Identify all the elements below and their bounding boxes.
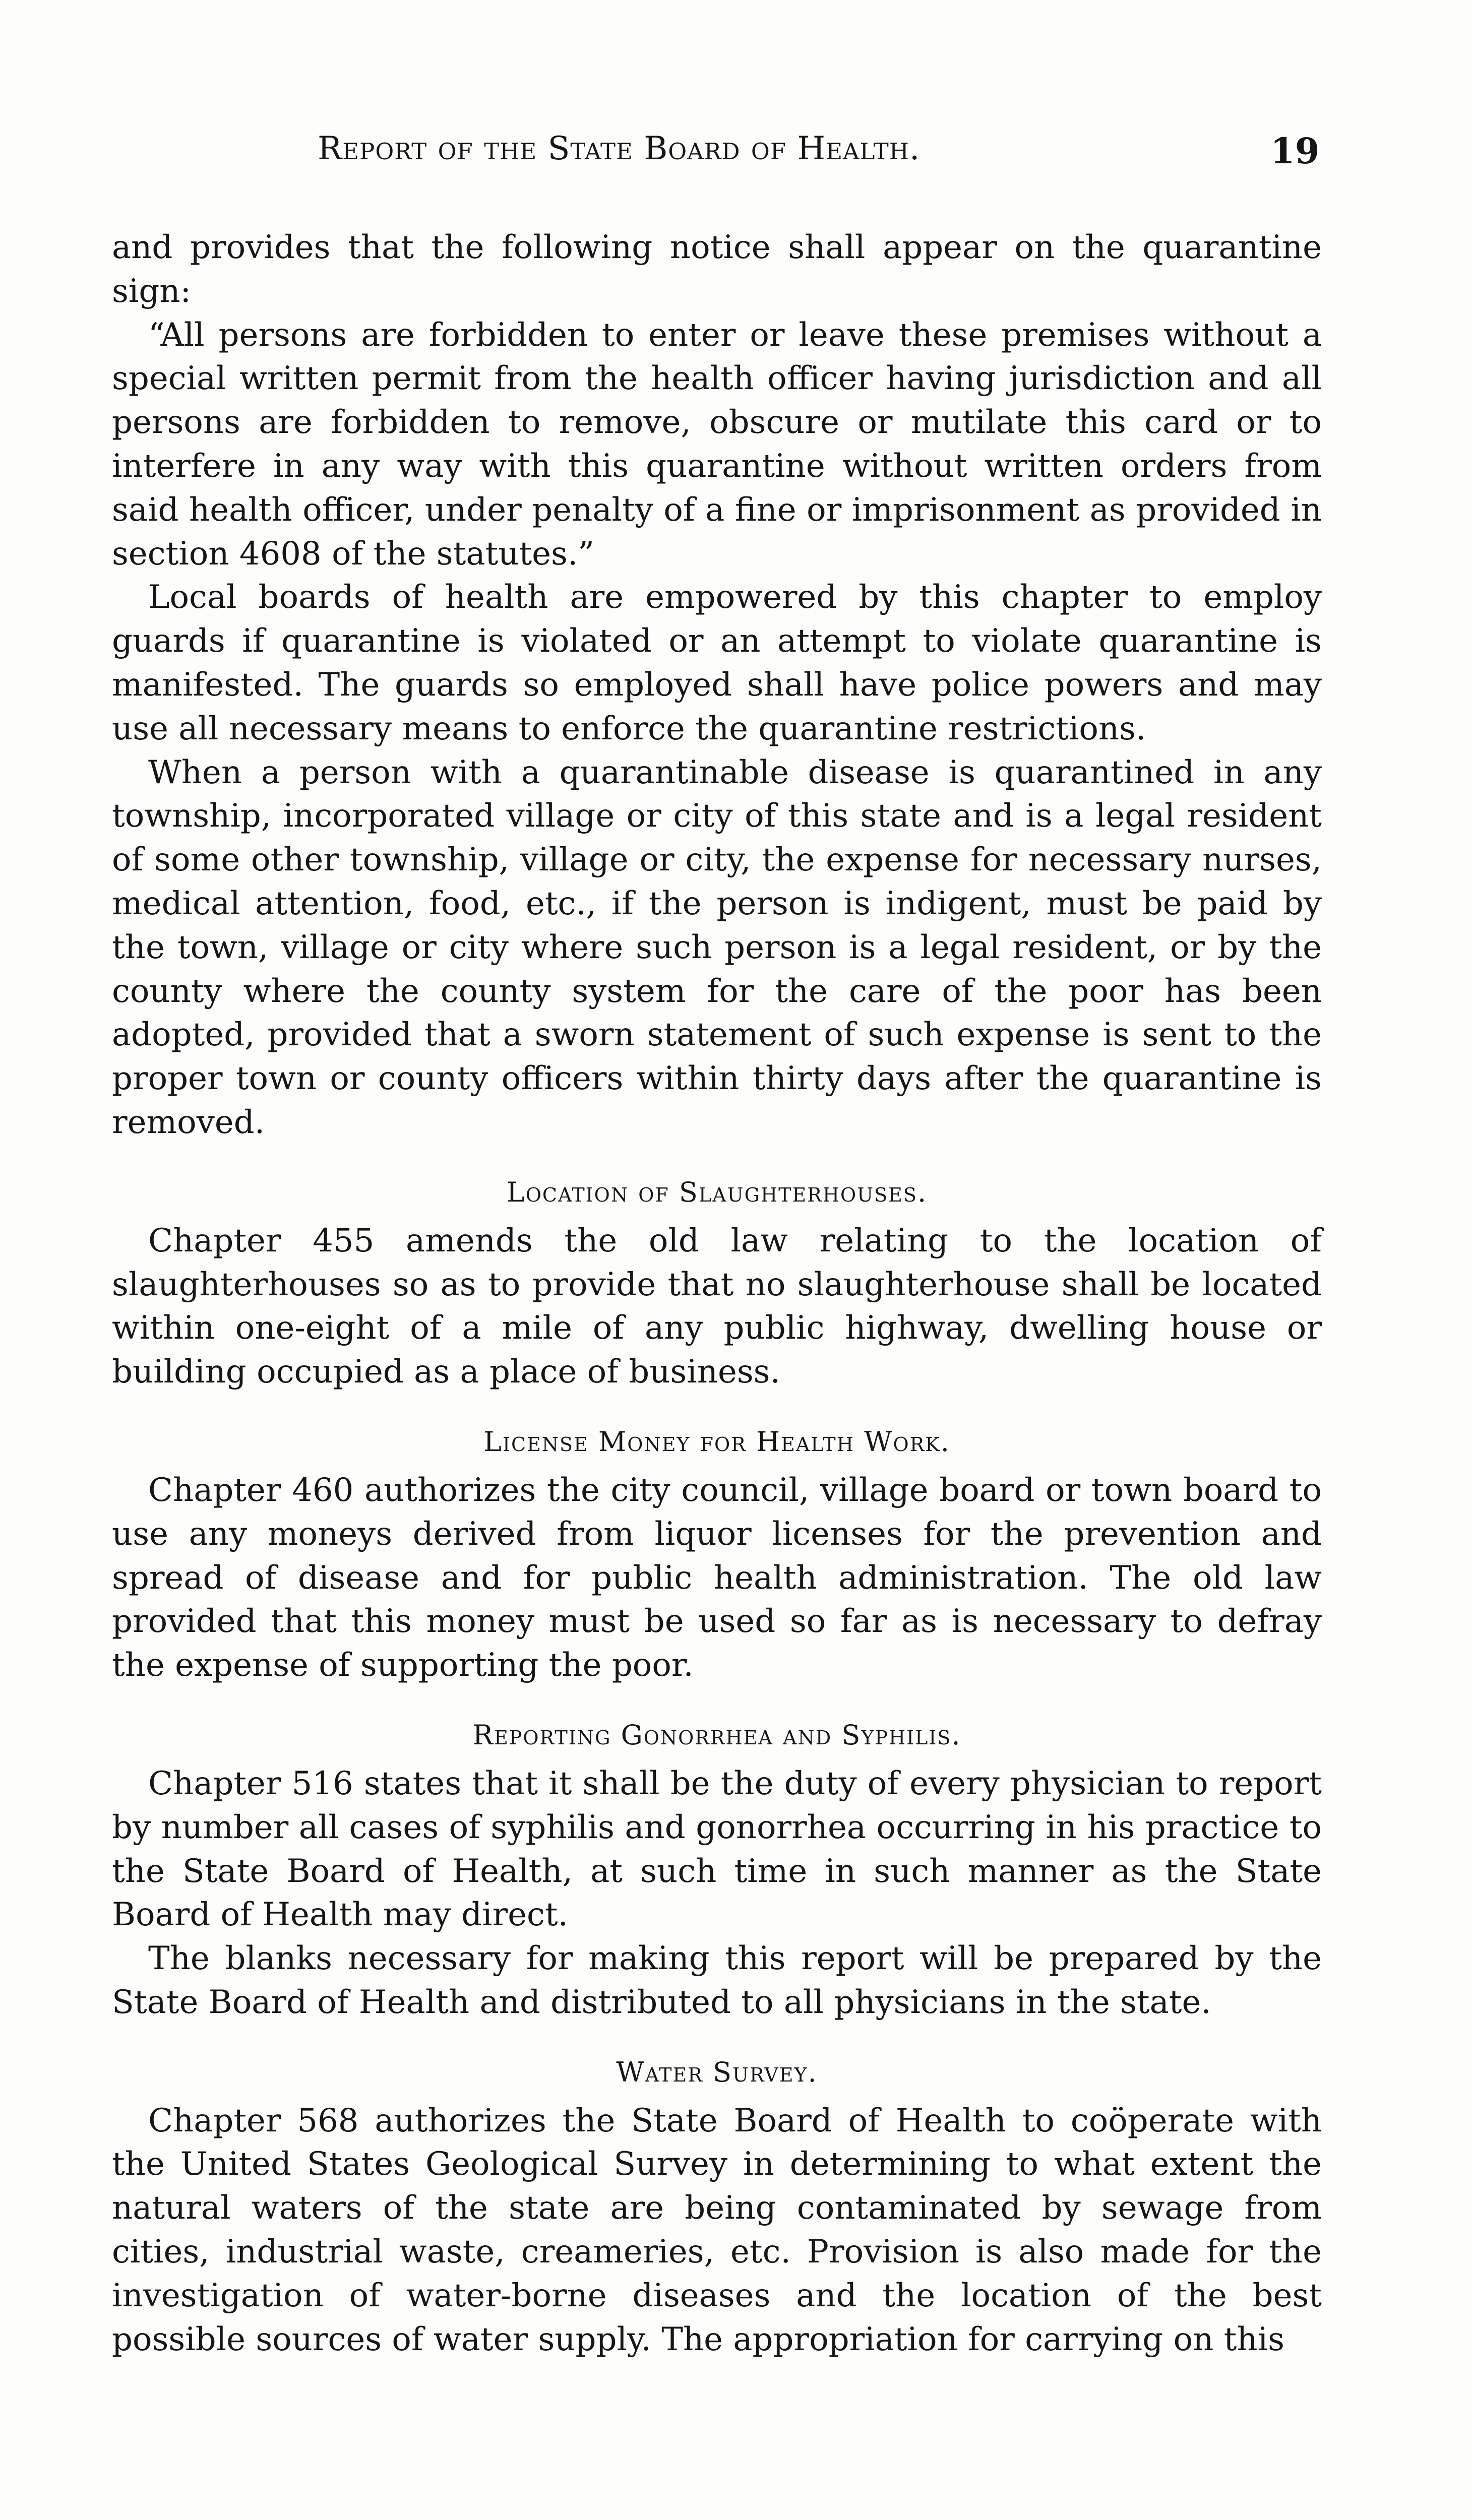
body-text <box>112 226 1322 2361</box>
page-number: 19 <box>1270 130 1320 172</box>
intro-paragraph-4: When a person with a quarantinable disease is quarantined in any township, incorporated village or city of this state and is a legal resident of some other township, village or city, the expense for necessary nurses, medical attention, food, etc., if the person is indigent, must be paid by the town, village or city where such person is a legal resident, or by the county where the county system for the care of the poor has been adopted, provided that a sworn statement of such expense is sent to the proper town or county officers within thirty days after the quarantine is removed. <box>112 753 1322 1141</box>
license-money-paragraph: Chapter 460 authorizes the city council, village board or town board to use any moneys derived from liquor licenses for the prevention and spread of disease and for public health administration. The old law provided that this money must be used so far as is necessary to defray the expense of supporting the poor. <box>112 1471 1322 1684</box>
slaughterhouses-paragraph: Chapter 455 amends the old law relating to the location of slaughterhouses so as to provide that no slaughterhouse shall be located within one-eight of a mile of any public highway, dwelling house or building occupied as a place of business. <box>112 1222 1322 1391</box>
water-survey-paragraph: Chapter 568 authorizes the State Board of Health to coöperate with the United States Geological Survey in determining to what extent the natural waters of the state are being contaminated by sewage from cities, industrial waste, creameries, etc. Provision is also made for the investigation of water-borne diseases and the location of the best possible sources of water supply. The appropriation for carrying on this <box>112 2102 1322 2358</box>
running-header <box>0 130 1472 180</box>
section-heading-slaughterhouses: Location of Slaughterhouses. <box>506 1176 928 1208</box>
running-title: Report of the State Board of Health. <box>318 130 921 167</box>
section-heading-water-survey: Water Survey. <box>616 2056 818 2088</box>
intro-paragraph-3: Local boards of health are empowered by this chapter to employ guards if quarantine is violated or an attempt to violate quarantine is manifested. The guards so employed shall have police powers and may use all necessary means to enforce the quarantine restrictions. <box>112 579 1322 747</box>
quarantine-notice-quote: “All persons are forbidden to enter or leave these premises without a special written permit from the health officer having jurisdiction and all persons are forbidden to remove, obscure or mutilate this card or to interfere in any way with this quarantine without written orders from said health officer, under penalty of a fine or imprisonment as provided in section 4608 of the statutes.” <box>112 316 1322 573</box>
section-heading-license-money: License Money for Health Work. <box>483 1425 950 1458</box>
reporting-paragraph-1: Chapter 516 states that it shall be the duty of every physician to report by number all cases of syphilis and gonorrhea occurring in his practice to the State Board of Health, at such time in such manner as the State Board of Health may direct. <box>112 1765 1322 1934</box>
section-heading-reporting: Reporting Gonorrhea and Syphilis. <box>472 1719 961 1751</box>
reporting-paragraph-2: The blanks necessary for making this report will be prepared by the State Board of Health and distributed to all physicians in the state. <box>112 1940 1322 2021</box>
intro-paragraph-1: and provides that the following notice shall appear on the quarantine sign: <box>112 229 1322 310</box>
